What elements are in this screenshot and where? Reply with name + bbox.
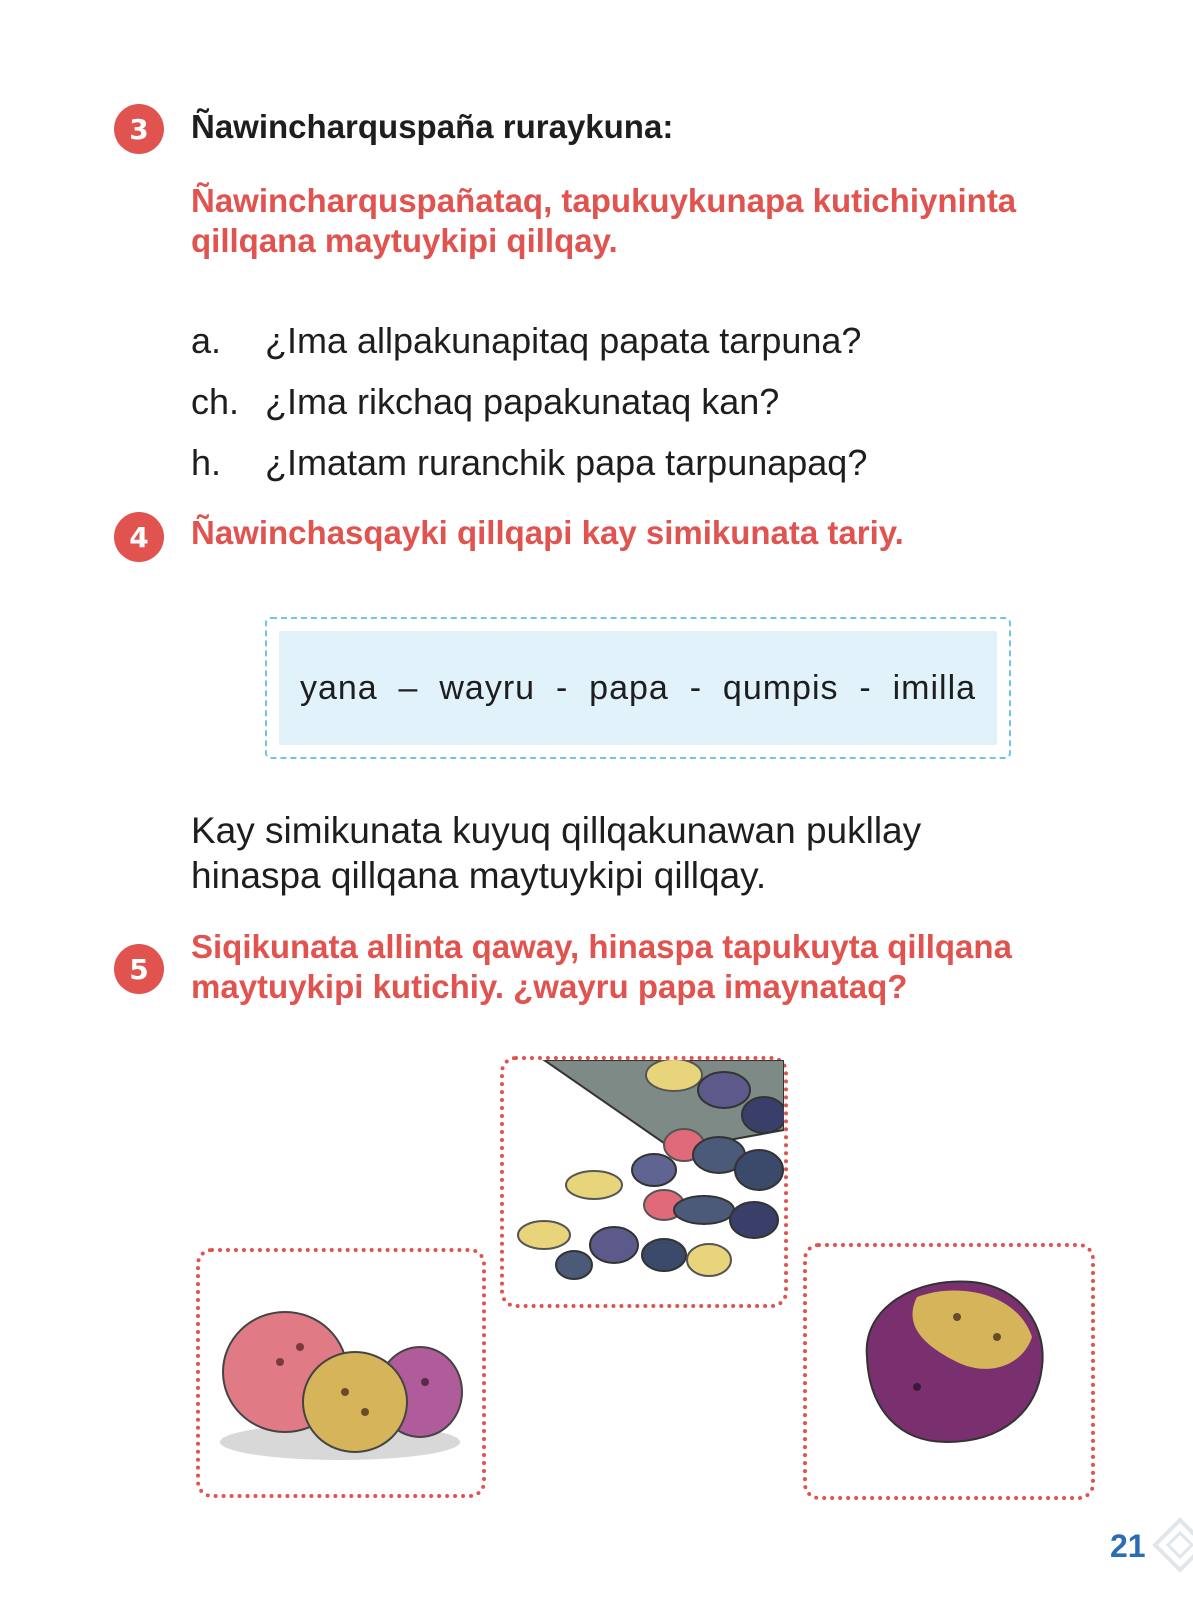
question-item bbox=[191, 432, 867, 493]
question-text: ¿Ima allpakunapitaq papata tarpuna? bbox=[265, 319, 862, 361]
potato-pile-frame bbox=[500, 1056, 788, 1308]
word-box bbox=[265, 617, 1011, 759]
question-item bbox=[191, 310, 867, 371]
section-5-title-line-1: Siqikunata allinta qaway, hinaspa tapukuyta qillqana bbox=[191, 928, 1012, 965]
section-5-title-line-2: maytuykipi kutichiy. ¿wayru papa imaynataq? bbox=[191, 968, 908, 1005]
section-3-number: 3 bbox=[114, 104, 164, 154]
question-text: ¿Imatam ruranchik papa tarpunapaq? bbox=[265, 441, 868, 483]
three-potatoes-frame bbox=[196, 1248, 486, 1498]
paragraph-line-2: hinaspa qillqana maytuykipi qillqay. bbox=[191, 855, 767, 896]
question-text: ¿Ima rikchaq papakunataq kan? bbox=[265, 380, 780, 422]
potato-pile-illustration bbox=[504, 1060, 784, 1304]
section-3-title: Ñawincharquspaña ruraykuna: bbox=[191, 108, 674, 145]
single-potato-illustration bbox=[807, 1247, 1091, 1496]
section-5-number: 5 bbox=[114, 944, 164, 994]
question-letter: h. bbox=[191, 441, 222, 483]
section-4-number: 4 bbox=[114, 512, 164, 562]
section-4-title: Ñawinchasqayki qillqapi kay simikunata tariy. bbox=[191, 514, 904, 551]
single-potato-frame bbox=[803, 1243, 1095, 1500]
question-letter: a. bbox=[191, 319, 222, 361]
question-letter: ch. bbox=[191, 380, 240, 422]
paragraph-line-1: Kay simikunata kuyuq qillqakunawan pukllay bbox=[191, 810, 922, 851]
word-list: yana – wayru - papa - qumpis - imilla bbox=[279, 631, 997, 745]
three-potatoes-illustration bbox=[200, 1252, 482, 1494]
section-3-instruction-line-2: qillqana maytuykipi qillqay. bbox=[191, 222, 618, 259]
section-4-paragraph bbox=[191, 808, 921, 898]
page-corner-ornament-icon bbox=[1150, 1515, 1193, 1575]
question-list bbox=[191, 310, 867, 493]
section-3-instruction-line-1: Ñawincharquspañataq, tapukuykunapa kutichiyninta bbox=[191, 182, 1017, 219]
page-number: 21 bbox=[1110, 1528, 1146, 1564]
question-item bbox=[191, 371, 867, 432]
